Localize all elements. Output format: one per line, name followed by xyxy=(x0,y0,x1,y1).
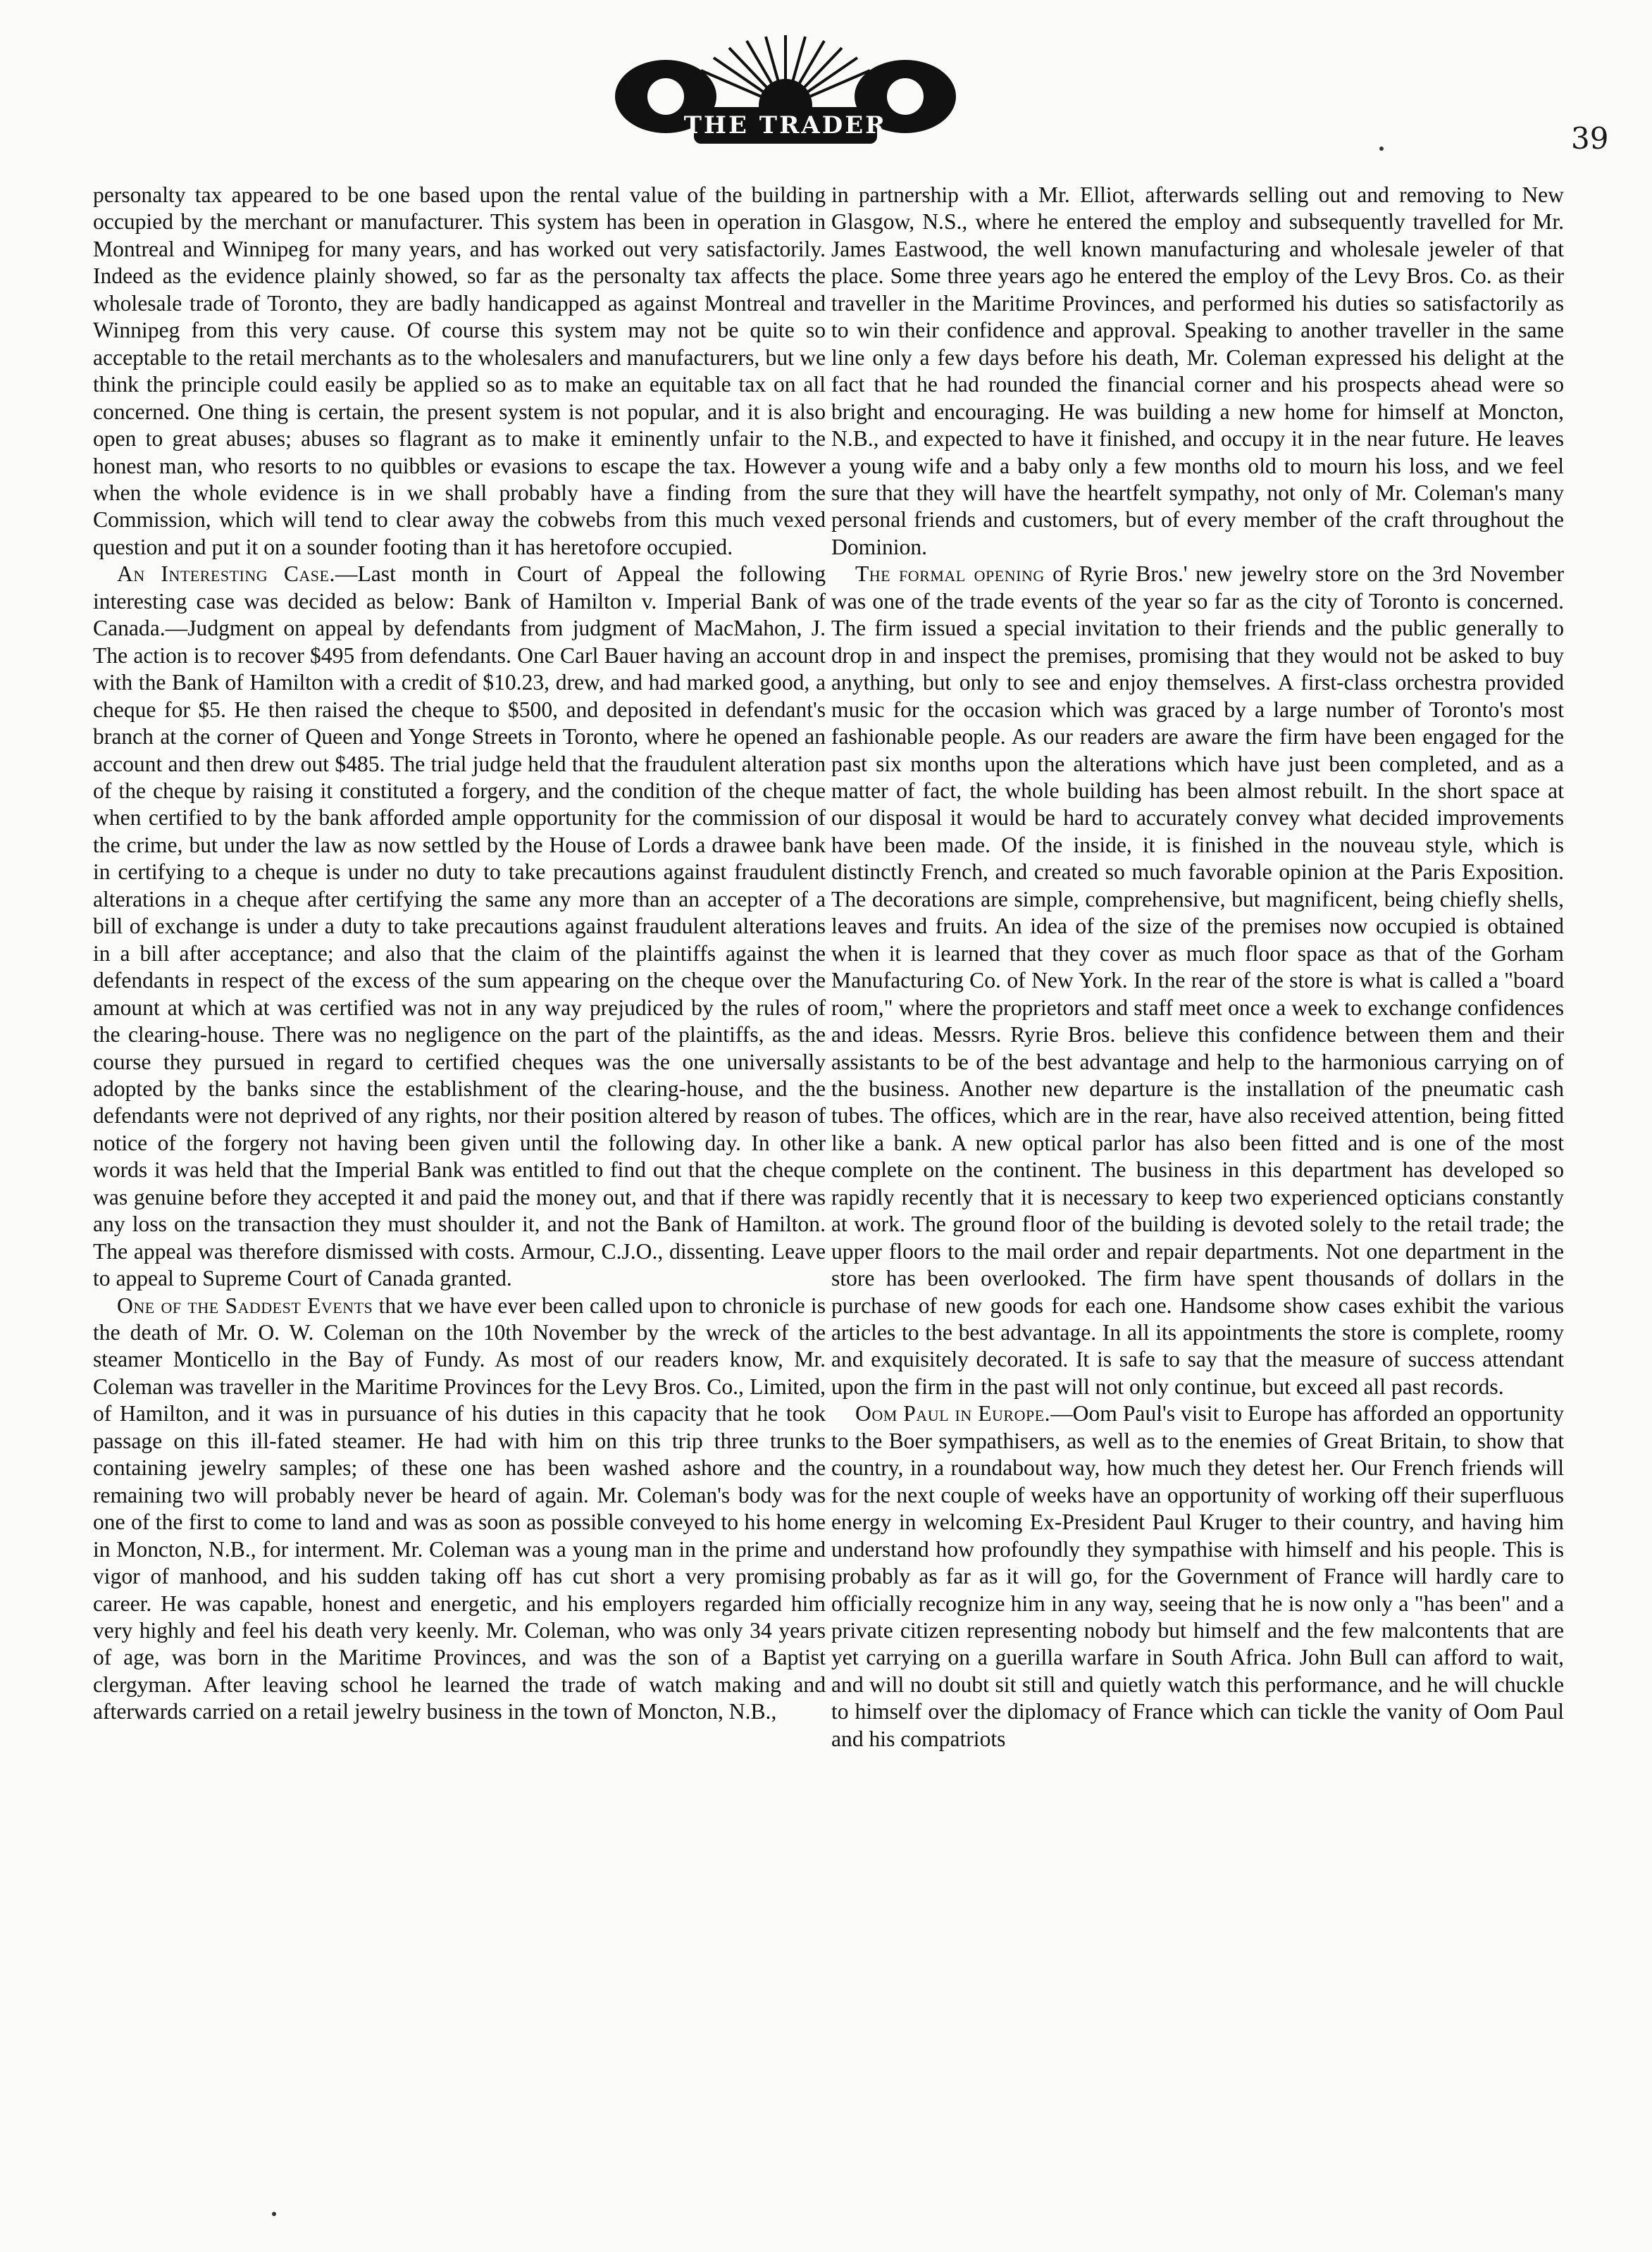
right-column xyxy=(831,182,1564,1753)
paragraph-text: that we have ever been called upon to chronicle is the death of Mr. O. W. Coleman on the 10th November by the wreck of the steamer Monticello in the Bay of Fundy. As most of our readers know, Mr. Coleman was traveller in the Maritime Provinces for the Levy Bros. Co., Limited, of Hamilton, and it was in pursuance of his duties in this capacity that he took passage on this ill-fated steamer. He had with him on this trip three trunks containing jewelry samples; of these one has been washed ashore and the remaining two will probably never be heard of again. Mr. Coleman's body was one of the first to come to land and was as soon as possible conveyed to his home in Moncton, N.B., for interment. Mr. Coleman was a young man in the prime and vigor of manhood, and his sudden taking off has cut short a very promising career. He was capable, honest and energetic, and his employers regarded him very highly and feel his death very keenly. Mr. Coleman, who was only 34 years of age, was born in the Maritime Provinces, and was the son of a Baptist clergyman. After leaving school he learned the trade of watch making and afterwards carried on a retail jewelry business in the town of Moncton, N.B., xyxy=(93,1293,826,1724)
masthead-emblem xyxy=(602,30,969,156)
section-heading: The formal opening xyxy=(855,561,1045,587)
paragraph-interesting-case xyxy=(93,561,826,1292)
left-column xyxy=(93,182,826,1726)
paragraph-personalty-tax: personalty tax appeared to be one based upon the rental value of the building occupied by the merchant or manufacturer. This system has been in operation in Montreal and Winnipeg for many years, and has worked out very satisfactorily. Indeed as the evidence plainly showed, so far as the personalty tax affects the wholesale trade of Toronto, they are badly handicapped as against Montreal and Winnipeg from this very cause. Of course this system may not be quite so acceptable to the retail merchants as to the wholesalers and manufacturers, but we think the principle could easily be applied so as to make an equitable tax on all concerned. One thing is certain, the present system is not popular, and it is also open to great abuses; abuses so flagrant as to make it eminently unfair to the honest man, who resorts to no quibbles or evasions to escape the tax. However when the whole evidence is in we shall probably have a finding from the Commission, which will tend to clear away the cobwebs from this much vexed question and put it on a sounder footing than it has heretofore occupied. xyxy=(93,182,826,559)
paragraph-saddest-events xyxy=(93,1293,826,1726)
paragraph-formal-opening xyxy=(831,561,1564,1400)
paragraph-text: of Ryrie Bros.' new jewelry store on the 3rd November was one of the trade events of the year so far as the city of Toronto is concerned. The firm issued a special invitation to their friends and the public generally to drop in and inspect the premises, promising that they would not be asked to buy anything, but only to see and enjoy themselves. A first-class orchestra provided music for the occasion which was graced by a large number of Toronto's most fashionable people. As our readers are aware the firm have been engaged for the past six months upon the alterations which have just been completed, and as a matter of fact, the whole building has been almost rebuilt. In the short space at our disposal it would be hard to accurately convey what decided improvements have been made. Of the inside, it is finished in the nouveau style, which is distinctly French, and created so much favorable opinion at the Paris Exposition. The decorations are simple, comprehensive, but magnificent, being chiefly shells, leaves and fruits. An idea of the size of the premises now occupied is obtained when it is learned that they cover as much floor space as that of the Gorham Manufacturing Co. of New York. In the rear of the store is what is called a "board room," where the proprietors and staff meet once a week to exchange confidences and ideas. Messrs. Ryrie Bros. believe this confidence between them and their assistants to be of the best advantage and help to the harmonious carrying on of the business. Another new departure is the installation of the pneumatic cash tubes. The offices, which are in the rear, have also received attention, being fitted like a bank. A new optical parlor has also been fitted and is one of the most complete on the continent. The business in this department has developed so rapidly recently that it is necessary to keep two experienced opticians constantly at work. The ground floor of the building is devoted solely to the retail trade; the upper floors to the mail order and repair departments. Not one department in the store has been overlooked. The firm have spent thousands of dollars in the purchase of new goods for each one. Handsome show cases exhibit the various articles to the best advantage. In all its appointments the store is complete, roomy and exquisitely decorated. It is safe to say that the measure of success attendant upon the firm in the past will not only continue, but exceed all past records. xyxy=(831,561,1564,1399)
paragraph-oom-paul xyxy=(831,1400,1564,1753)
paragraph-text: —Last month in Court of Appeal the following interesting case was decided as below: Bank of Hamilton v. Imperial Bank of Canada.—Judgment on appeal by defendants from judgment of MacMahon, J. The action is to recover $495 from defendants. One Carl Bauer having an account with the Bank of Hamilton with a credit of $10.23, drew, and had marked good, a cheque for $5. He then raised the cheque to $500, and deposited in defendant's branch at the corner of Queen and Yonge Streets in Toronto, where he opened an account and then drew out $485. The trial judge held that the fraudulent alteration of the cheque by raising it constituted a forgery, and the condition of the cheque when certified to by the bank afforded ample opportunity for the commission of the crime, but under the law as now settled by the House of Lords a drawee bank in certifying to a cheque is under no duty to take precautions against fraudulent alterations in a cheque after certifying the same any more than an accepter of a bill of exchange is under a duty to take precautions against fraudulent alterations in a bill after acceptance; and also that the claim of the plaintiffs against the defendants in respect of the excess of the sum appearing on the cheque over the amount at which at was certified was not in any way prejudiced by the rules of the clearing-house. There was no negligence on the part of the plaintiffs, as the course they pursued in regard to certified cheques was the one universally adopted by the banks since the establishment of the clearing-house, and the defendants were not deprived of any rights, nor their position altered by reason of notice of the forgery not having been given until the following day. In other words it was held that the Imperial Bank was entitled to find out that the cheque was genuine before they accepted it and paid the money out, and that if there was any loss on the transaction they must shoulder it, and not the Bank of Hamilton. The appeal was therefore dismissed with costs. Armour, C.J.O., dissenting. Leave to appeal to Supreme Court of Canada granted. xyxy=(93,561,826,1291)
top-right-dot xyxy=(1379,147,1384,151)
paragraph-text: —Oom Paul's visit to Europe has afforded an opportunity to the Boer sympathisers, as well as to the enemies of Great Britain, to show that country, in a roundabout way, how much they detest her. Our French friends will for the next couple of weeks have an opportunity of working off their superfluous energy in welcoming Ex-President Paul Kruger to their country, and having him understand how profoundly they sympathise with himself and his people. This is probably as far as it will go, for the Government of France will hardly care to officially recognize him in any way, seeing that he is now only a "has been" and a private citizen representing nobody but himself and the few malcontents that are yet carrying on a guerilla warfare in South Africa. John Bull can afford to wait, and will no doubt sit still and quietly watch this performance, and he will chuckle to himself over the diplomacy of France which can tickle the vanity of Oom Paul and his compatriots xyxy=(831,1401,1565,1751)
masthead-title: THE TRADER xyxy=(683,111,888,139)
bottom-dot xyxy=(272,2212,276,2216)
section-heading: An Interesting Case. xyxy=(117,561,335,587)
section-heading: Oom Paul in Europe. xyxy=(855,1401,1051,1426)
section-heading: One of the Saddest Events xyxy=(117,1293,373,1318)
paragraph-coleman-continued: in partnership with a Mr. Elliot, afterwards selling out and removing to New Glasgow, N.S., where he entered the employ and subsequently travelled for Mr. James Eastwood, the well known manufacturing and wholesale jeweler of that place. Some three years ago he entered the employ of the Levy Bros. Co. as their traveller in the Maritime Provinces, and performed his duties so satisfactorily as to win their confidence and approval. Speaking to another traveller in the same line only a few days before his death, Mr. Coleman expressed his delight at the fact that he had rounded the financial corner and his prospects ahead were so bright and encouraging. He was building a new home for himself at Moncton, N.B., and expected to have it finished, and occupy it in the near future. He leaves a young wife and a baby only a few months old to mourn his loss, and we feel sure that they will have the heartfelt sympathy, not only of Mr. Coleman's many personal friends and customers, but of every member of the craft throughout the Dominion. xyxy=(831,182,1564,559)
page-number: 39 xyxy=(1571,121,1609,156)
